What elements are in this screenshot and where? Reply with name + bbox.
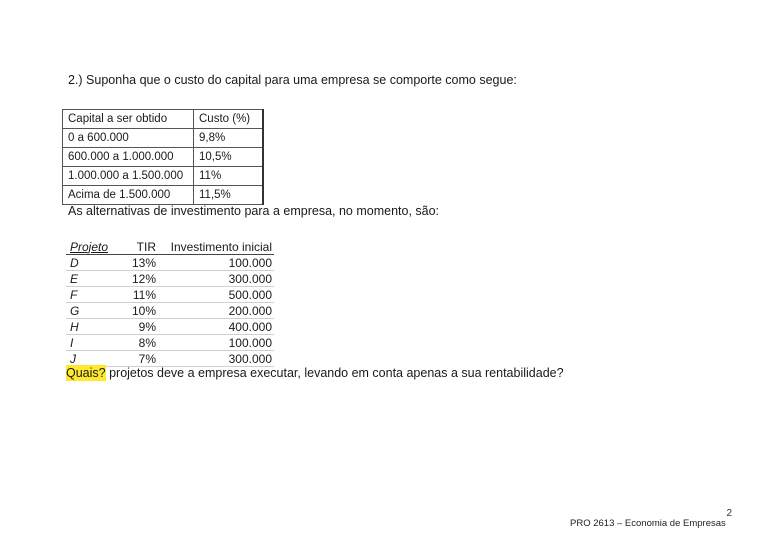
- table-row: [66, 319, 274, 335]
- cell-tir: 11%: [116, 287, 158, 303]
- cell-tir: 9%: [116, 319, 158, 335]
- header-tir: TIR: [116, 239, 158, 255]
- cell-project: G: [66, 303, 116, 319]
- cell-cost: 10,5%: [194, 148, 264, 167]
- cell-tir: 8%: [116, 335, 158, 351]
- header-capital: Capital a ser obtido: [63, 110, 194, 129]
- cell-capital: Acima de 1.500.000: [63, 186, 194, 205]
- table-row: [63, 186, 264, 205]
- cell-project: F: [66, 287, 116, 303]
- table-header-row: [63, 110, 264, 129]
- cell-project: J: [66, 351, 116, 367]
- cell-investment: 100.000: [158, 335, 274, 351]
- cell-investment: 500.000: [158, 287, 274, 303]
- cell-investment: 300.000: [158, 351, 274, 367]
- cell-investment: 300.000: [158, 271, 274, 287]
- table-row: [63, 148, 264, 167]
- capital-cost-table: [62, 109, 264, 205]
- question-text: [66, 366, 564, 380]
- cell-cost: 11%: [194, 167, 264, 186]
- cell-project: D: [66, 255, 116, 271]
- cell-capital: 0 a 600.000: [63, 129, 194, 148]
- table-row: [66, 271, 274, 287]
- cell-tir: 12%: [116, 271, 158, 287]
- table-row: [66, 335, 274, 351]
- header-project: Projeto: [66, 239, 116, 255]
- cell-investment: 100.000: [158, 255, 274, 271]
- table-row: [66, 255, 274, 271]
- cell-tir: 7%: [116, 351, 158, 367]
- cell-capital: 1.000.000 a 1.500.000: [63, 167, 194, 186]
- question-rest: projetos deve a empresa executar, levando em conta apenas a sua rentabilidade?: [105, 366, 564, 380]
- cell-cost: 9,8%: [194, 129, 264, 148]
- question-title: 2.) Suponha que o custo do capital para uma empresa se comporte como segue:: [68, 73, 517, 87]
- cell-capital: 600.000 a 1.000.000: [63, 148, 194, 167]
- table-row: [63, 129, 264, 148]
- cell-investment: 200.000: [158, 303, 274, 319]
- header-investment: Investimento inicial: [158, 239, 274, 255]
- header-cost: Custo (%): [194, 110, 264, 129]
- cell-tir: 13%: [116, 255, 158, 271]
- table-row: [63, 167, 264, 186]
- table-row: [66, 287, 274, 303]
- table-header-row: [66, 239, 274, 255]
- cell-project: E: [66, 271, 116, 287]
- cell-tir: 10%: [116, 303, 158, 319]
- highlighted-word: Quais?: [66, 366, 106, 380]
- cell-project: I: [66, 335, 116, 351]
- page-number: 2: [726, 508, 732, 519]
- alternatives-text: As alternativas de investimento para a empresa, no momento, são:: [68, 204, 440, 218]
- cell-cost: 11,5%: [194, 186, 264, 205]
- cell-investment: 400.000: [158, 319, 274, 335]
- cell-project: H: [66, 319, 116, 335]
- table-row: [66, 303, 274, 319]
- footer-text: PRO 2613 – Economia de Empresas: [570, 518, 726, 529]
- projects-table: [66, 239, 274, 367]
